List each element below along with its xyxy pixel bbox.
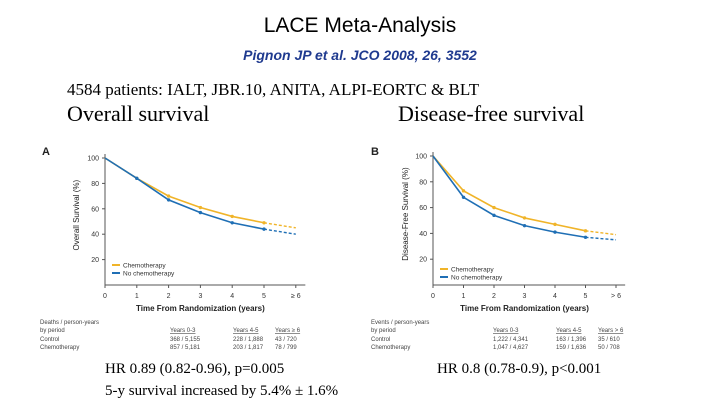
y-tick-label: 20 [91, 257, 99, 265]
citation: Pignon JP et al. JCO 2008, 26, 3552 [243, 47, 477, 63]
hr-overall-survival: HR 0.89 (0.82-0.96), p=0.005 [105, 361, 285, 377]
x-tick-label: 4 [553, 293, 557, 300]
y-tick-label: 100 [87, 155, 99, 163]
series-extension [586, 237, 617, 240]
risk-table-cell: 1,047 / 4,627 [493, 345, 529, 351]
data-point [523, 224, 526, 227]
risk-table-cell: 159 / 1,636 [556, 345, 587, 351]
risk-table-cell: 228 / 1,888 [233, 337, 264, 343]
y-axis-label: Overall Survival (%) [72, 179, 81, 251]
series-extension [586, 231, 617, 235]
y-tick-label: 60 [91, 206, 99, 214]
risk-table-column: Years 4-5 [233, 328, 259, 334]
y-axis-label: Disease-Free Survival (%) [401, 167, 410, 261]
y-tick-label: 40 [419, 230, 427, 238]
risk-table-column: Years > 6 [598, 328, 624, 334]
risk-table-cell: 1,222 / 4,341 [493, 337, 529, 343]
x-tick-label: 0 [431, 293, 435, 300]
risk-table-cell: 35 / 610 [598, 337, 620, 343]
overall-survival-heading: Overall survival [67, 101, 210, 126]
risk-table-cell: 163 / 1,396 [556, 337, 587, 343]
series-line [433, 156, 586, 231]
y-tick-label: 20 [419, 256, 427, 264]
data-point [462, 189, 465, 192]
x-axis-label: Time From Randomization (years) [136, 304, 265, 313]
x-tick-label: 2 [492, 293, 496, 300]
data-point [492, 206, 495, 209]
panel-label: B [371, 146, 379, 158]
legend-label: No chemotherapy [123, 270, 175, 278]
x-tick-label: 3 [198, 293, 203, 300]
data-point [492, 214, 495, 217]
data-point [523, 216, 526, 219]
risk-table-header: by period [40, 328, 65, 334]
legend-label: Chemotherapy [123, 262, 166, 270]
x-tick-label: 0 [103, 293, 107, 300]
x-tick-label: 1 [134, 293, 139, 300]
risk-table-column: Years ≥ 6 [275, 328, 301, 334]
risk-table-row-label: Chemotherapy [371, 345, 411, 351]
data-point [462, 196, 465, 199]
panel-label: A [42, 146, 50, 158]
y-tick-label: 80 [91, 180, 99, 188]
risk-table-cell: 50 / 708 [598, 345, 620, 351]
risk-table-cell: 368 / 5,155 [170, 337, 201, 343]
legend-label: Chemotherapy [451, 266, 494, 274]
data-point [553, 223, 556, 226]
x-tick-label: > 6 [611, 293, 621, 300]
risk-table-column: Years 0-3 [493, 328, 519, 334]
data-point [553, 230, 556, 233]
y-tick-label: 40 [91, 231, 99, 239]
risk-table-header: by period [371, 328, 396, 334]
hr-disease-free-survival: HR 0.8 (0.78-0.9), p<0.001 [437, 361, 602, 377]
x-axis-label: Time From Randomization (years) [460, 304, 589, 313]
risk-table-column: Years 0-3 [170, 328, 196, 334]
risk-table-header: Deaths / person-years [40, 320, 100, 326]
risk-table-cell: 78 / 799 [275, 345, 297, 351]
patients-line: 4584 patients: IALT, JBR.10, ANITA, ALPI-EORTC & BLT [67, 80, 480, 99]
x-tick-label: ≥ 6 [290, 293, 301, 300]
risk-table-cell: 43 / 720 [275, 337, 297, 343]
risk-table-column: Years 4-5 [556, 328, 582, 334]
x-tick-label: 1 [461, 293, 466, 300]
legend-label: No chemotherapy [451, 274, 503, 282]
risk-table-cell: 203 / 1,817 [233, 345, 264, 351]
x-tick-label: 5 [583, 293, 588, 300]
series-line [433, 156, 586, 237]
y-tick-label: 80 [419, 179, 427, 187]
disease-free-survival-heading: Disease-free survival [398, 101, 585, 126]
x-tick-label: 3 [522, 293, 527, 300]
x-tick-label: 2 [166, 293, 171, 300]
risk-table-cell: 857 / 5,181 [170, 345, 201, 351]
y-tick-label: 100 [415, 153, 427, 161]
risk-table-row-label: Control [371, 337, 391, 343]
risk-table-row-label: Chemotherapy [40, 345, 80, 351]
x-tick-label: 5 [262, 293, 266, 300]
y-tick-label: 60 [419, 205, 427, 213]
x-tick-label: 4 [230, 293, 235, 300]
slide-title: LACE Meta-Analysis [263, 14, 457, 37]
five-year-survival-gain: 5-y survival increased by 5.4% ± 1.6% [105, 383, 339, 399]
risk-table-row-label: Control [40, 337, 60, 343]
risk-table-header: Events / person-years [371, 320, 430, 326]
